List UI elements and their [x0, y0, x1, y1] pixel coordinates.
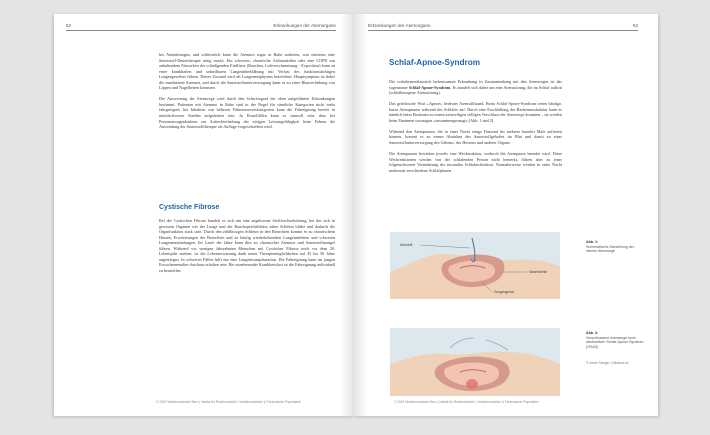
label-nasal-cavity: Nasenhöhle — [529, 270, 548, 274]
right-paragraph-1 — [389, 79, 562, 96]
left-paragraph-2: Die Auswertung der Atemwege wird durch den Schweregrad der oben aufgeführten Erkrankungen bestimmt. Patienten mit Atemnot in Ruhe sind in der Regel für sämtliche Kategorien nicht mehr fahrgeeignet, bei Inhabern von höheren Führerausweiskategorien kann die Fahreignung bereits in mittelschweren Stadien aufgehoben sein. In Einzelfällen kann es sinnvoll sein, dass bei Personenwagenlenkern zur Aufrechterhaltung der nötigen Leistungsfähigkeit beim Fahren die Anwendung der Sauerstofftherapie als Auflage vorgeschrieben wird. — [159, 96, 335, 130]
caption-2-label: Abb. 2: — [586, 331, 599, 335]
right-paragraph-3: Während den Atempausen, die in einer Nacht einige Dutzend bis mehrere hundert Male auftreten können, kommt es zu einem Absinken des Sauerstoffgehaltes im Blut und damit zu einer Sauerstoffunterversorgung des Gehirns, des Herzens und anderer Organe. — [389, 128, 562, 145]
right-page-number: 53 — [632, 23, 638, 28]
right-paragraph-2: Das griechische Wort «Apnoe» bedeutet Atemstillstand. Beim Schlaf-Apnoe-Syndrom treten häufige, kurze Atempausen während des Schlafes auf. Durch eine Erschlaffung der Rachenmuskulatur kann es nämlich beim Einatmen zu einem zeitweiligen völligen Verschluss der Atemwege kommen – sie werden beim Einatmen sozusagen «zusammengesaugt» (Abb. 1 und 2). — [389, 101, 562, 123]
right-paragraph-4: Die Atempausen bewirken jeweils eine Weckreaktion, wodurch die Atempause beendet wird. Diese Weckreaktionen werden von der schlafenden Person nicht bemerkt, führen aber zu einer folgenschweren Veränderung der normalen Schlafarchitektur. Normalerweise werden in einer Nacht mehrmals verschiedene Schlafphasen — [389, 150, 562, 173]
left-footer: © 2019 Verkehrsmedizin Bern | Institut für Rechtsmedizin | Verkehrsmedizin & Forensische Psychiatrie — [156, 400, 301, 404]
right-footer: © 2019 Verkehrsmedizin Bern | Institut für Rechtsmedizin | Verkehrsmedizin & Forensische Psychiatrie — [394, 400, 539, 404]
left-column-top — [159, 52, 335, 135]
right-page — [354, 14, 658, 416]
caption-2-text: Verschlossene Atemwege beim obstruktiven Schlaf-Apnoe-Syndrom (OSAS) — [586, 335, 644, 349]
figure-2-obstructed-airway — [390, 328, 560, 396]
left-gutter-shadow — [340, 14, 354, 416]
label-airflow: Atemluft — [400, 243, 413, 247]
header-rule — [66, 30, 336, 31]
figure-1-upper-airway — [390, 232, 560, 299]
figure-2-illustration — [390, 328, 560, 396]
label-tongue-base: Zungengrund — [494, 290, 515, 294]
left-paragraph-1: bei Atemübungen, und schliesslich kann die Atemnot sogar in Ruhe auftreten, was meistens eine Sauerstoff-Dauertherapie nötig macht. Ein schweres, chronische Asthmaleiden oder eine COPD mit anhaltendem Einwirken der schädigenden Einflüsse (Rauchen, Luftverschmutzung - Exposition) kann zu einer krankhaften und unheilbaren Lungenüberblähung mit Verlust des funktionstüchtigen Lungengewebes führen. Dieser Zustand wird als Lungenemphysem bezeichnet. Hauptsymptom ist dabei die zunehmend Atemnot, und durch die Sauerstoffunterversorgung kann es zu einer Blauverfärbung von Lippen und Nagelbetten kommen. — [159, 52, 335, 91]
figure-1-caption — [586, 240, 646, 254]
right-header-title: Erkrankungen der Atemorgane — [368, 23, 431, 28]
right-gutter-shadow — [354, 14, 368, 416]
header-rule — [368, 30, 638, 31]
section-title-sleep-apnea: Schlaf-Apnoe-Syndrom — [389, 58, 480, 67]
figure-2-caption — [586, 331, 646, 349]
section-title-cystic-fibrosis: Cystische Fibrose — [159, 204, 220, 211]
left-paragraph-3: Bei der Cystischen Fibrose handelt es sich um eine angeborene Stoffwechselstörung, bei der sich in gewissen Organen wie der Lunge und der Bauchspeicheldrüse zäher Schleim bildet und dadurch die Organfunktion stark stört. Durch den zähflüssigen Schleim in den Bronchien kommt es zu chronischem Husten, Erweiterungen der Bronchien und zu häufig wiederkehrenden Lungeninfekten und schweren Lungenentzündungen. Im Laufe der Jahre kann dies zu chronischer Atemnot und Sauerstoffmangel führen. Während vor wenigen Jahrzehnten Menschen mit Cystischer Fibrose noch vor dem 20. Lebensjahr starben, ist die Lebenserwartung dank neuer Therapiemöglichkeiten auf 45 bis 50 Jahre angestiegen. In schweren Fällen hilft nur eine Lungentransplantation. Die Fahreignung kann im jungen Erwachsenenalter durchaus erhalten sein. Bei zunehmender Krankheitslast ist die Fahreignung individuell zu beurteilen. — [159, 218, 335, 273]
right-paragraph-1-a: Die verkehrsmedizinisch bedeutsamste Erkrankung in Zusammenhang mit den Atemwegen ist das sogenannte — [389, 79, 562, 90]
image-credit: © Anne Seeger | bildarzt.ch — [586, 361, 629, 365]
left-column-bottom — [159, 218, 335, 279]
caption-1-text: Schematische Darstellung der oberen Atemwege — [586, 244, 634, 254]
caption-1-label: Abb. 1: — [586, 240, 599, 244]
right-paragraph-1-bold: Schlaf-Apnoe-Syndrom — [408, 84, 451, 90]
right-paragraph-1-b: . Es handelt sich dabei um eine Atemstörung, die im Schlaf auftritt (schlafbezogene Atemstörung). — [389, 84, 562, 96]
figure-1-illustration — [390, 232, 560, 299]
left-page — [54, 14, 354, 416]
left-header-title: Erkrankungen der Atemorgane — [273, 23, 336, 28]
right-column — [389, 79, 562, 179]
left-page-number: 52 — [66, 23, 72, 28]
